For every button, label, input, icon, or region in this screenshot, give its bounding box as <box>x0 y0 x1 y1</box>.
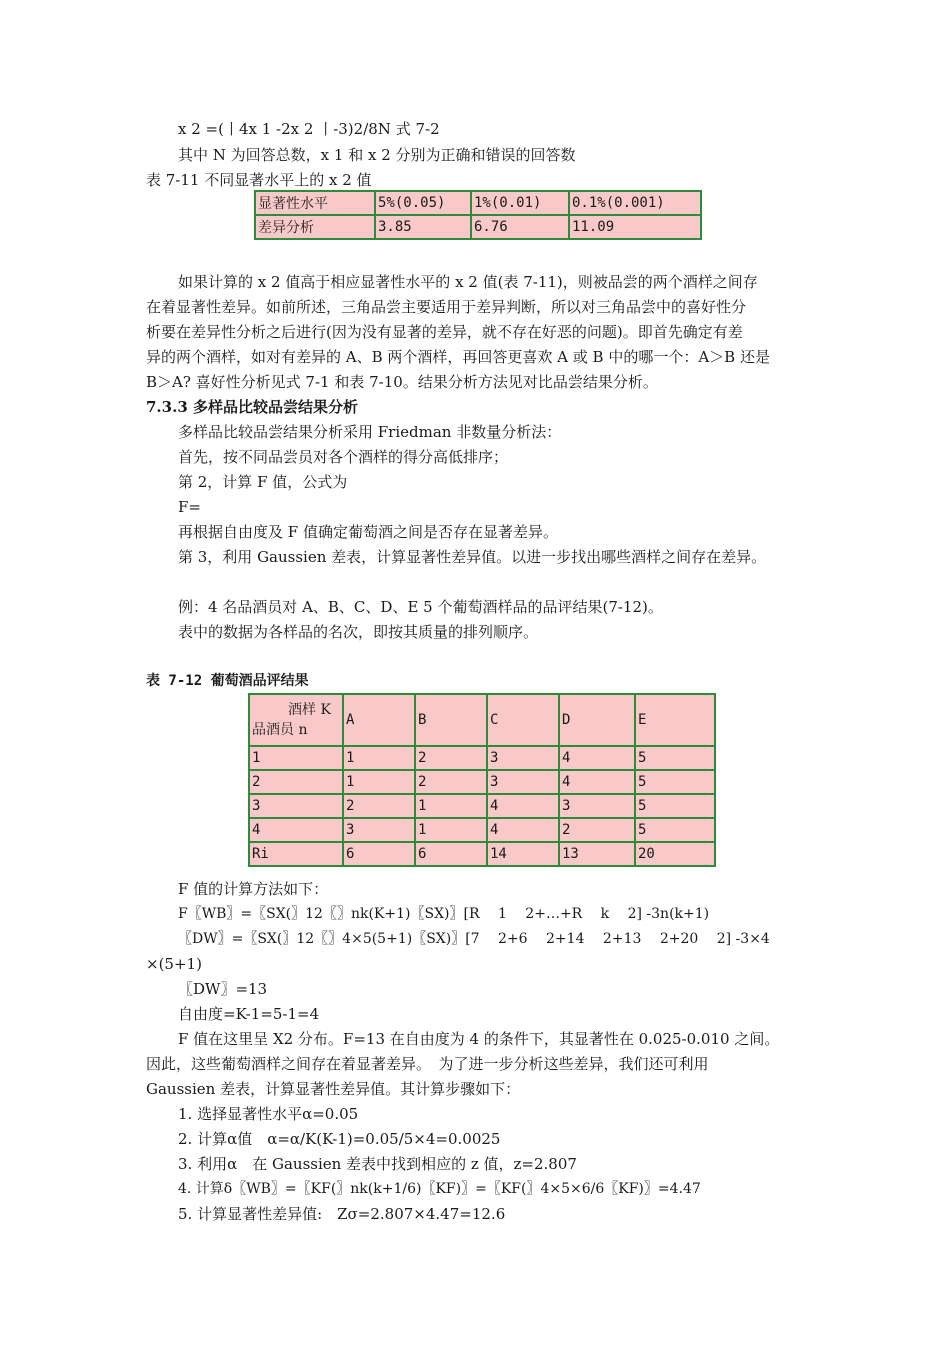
formula-line: 〖DW〗=〖SX(〗12〖〗4×5(5+1)〖SX)〗[7 2+6 2+14 2+13 2+20 2] -3×4 <box>178 931 770 947</box>
paragraph-line: 异的两个酒样，如对有差异的 A、B 两个酒样，再回答更喜欢 A 或 B 中的哪一个：A＞B 还是 <box>146 348 770 366</box>
paragraph-line: 析要在差异性分析之后进行(因为没有显著的差异，就不存在好恶的问题)。即首先确定有差 <box>146 323 743 341</box>
table-7-11-caption: 表 7-11 不同显著水平上的 x 2 值 <box>146 171 372 189</box>
paragraph-line: 再根据自由度及 F 值确定葡萄酒之间是否存在显著差异。 <box>178 523 558 541</box>
table-cell: 4 <box>487 818 559 842</box>
table-cell: 6.76 <box>471 215 569 239</box>
step-item: 1. 选择显著性水平α=0.05 <box>178 1105 359 1123</box>
section-heading-7-3-3: 7.3.3 多样品比较品尝结果分析 <box>146 398 358 416</box>
table-cell: 3 <box>487 770 559 794</box>
table-header-row <box>249 694 715 746</box>
table-cell: 4 <box>559 746 635 770</box>
table-cell: 5 <box>635 818 715 842</box>
table-cell: 5 <box>635 770 715 794</box>
table-cell: 显著性水平 <box>255 191 375 215</box>
step-item: 4. 计算δ〖WB〗=〖KF(〗nk(k+1/6)〖KF)〗=〖KF(〗4×5×6/6〖KF)〗=4.47 <box>178 1181 701 1197</box>
table-cell: 4 <box>559 770 635 794</box>
table-cell: 14 <box>487 842 559 866</box>
table-cell: 2 <box>249 770 343 794</box>
formula-line: F〖WB〗=〖SX(〗12〖〗nk(K+1)〖SX)〗[R 1 2+…+R k 2] -3n(k+1) <box>178 906 710 922</box>
step-item: 5. 计算显著性差异值: Zσ=2.807×4.47=12.6 <box>178 1205 506 1223</box>
table-header-cell <box>249 694 343 746</box>
formula-line: 自由度=K-1=5-1=4 <box>178 1005 320 1023</box>
table-header-cell: D <box>559 694 635 746</box>
table-cell: 1 <box>343 770 415 794</box>
table-row <box>255 191 701 215</box>
paragraph-line: 在着显著性差异。如前所述，三角品尝主要适用于差异判断，所以对三角品尝中的喜好性分 <box>146 298 747 316</box>
table-cell: 6 <box>343 842 415 866</box>
table-row <box>249 770 715 794</box>
table-cell: 3 <box>559 794 635 818</box>
table-cell: 1 <box>415 818 487 842</box>
table-row <box>255 215 701 239</box>
paragraph-line: 第 3，利用 Gaussien 差表，计算显著性差异值。以进一步找出哪些酒样之间存在差异。 <box>178 548 767 566</box>
table-7-11 <box>254 190 702 240</box>
table-cell: 差异分析 <box>255 215 375 239</box>
table-cell: 5 <box>635 794 715 818</box>
table-row <box>249 794 715 818</box>
table-cell: 11.09 <box>569 215 701 239</box>
paragraph-line: 因此，这些葡萄酒样之间存在着显著差异。 为了进一步分析这些差异，我们还可利用 <box>146 1055 709 1073</box>
header-taster-label: 品酒员 n <box>252 722 308 738</box>
table-header-cell: E <box>635 694 715 746</box>
table-cell: 20 <box>635 842 715 866</box>
table-cell: 4 <box>249 818 343 842</box>
table-cell: 2 <box>415 770 487 794</box>
table-header-cell: A <box>343 694 415 746</box>
table-cell: 1 <box>343 746 415 770</box>
paragraph-line: 表中的数据为各样品的名次，即按其质量的排列顺序。 <box>178 623 539 641</box>
paragraph-line: 多样品比较品尝结果分析采用 Friedman 非数量分析法： <box>178 423 562 441</box>
formula-line: ×(5+1) <box>146 955 202 973</box>
table-cell: 1%(0.01) <box>471 191 569 215</box>
formula-7-2: x 2 =(丨4x 1 -2x 2 丨-3)2/8N 式 7-2 <box>178 120 440 138</box>
table-7-12-caption: 表 7-12 葡萄酒品评结果 <box>146 673 309 689</box>
paragraph-line: 例：4 名品酒员对 A、B、C、D、E 5 个葡萄酒样品的品评结果(7-12)。 <box>178 598 663 616</box>
table-header-cell: C <box>487 694 559 746</box>
table-header-cell: B <box>415 694 487 746</box>
formula-f: F= <box>178 498 201 516</box>
table-cell: 3 <box>343 818 415 842</box>
table-cell: 3 <box>249 794 343 818</box>
header-sample-label: 酒样 K <box>288 702 331 718</box>
table-cell: 1 <box>249 746 343 770</box>
paragraph-line: 如果计算的 x 2 值高于相应显著性水平的 x 2 值(表 7-11)，则被品尝的两个酒样之间存 <box>178 273 758 291</box>
table-cell: 3.85 <box>375 215 471 239</box>
table-7-12 <box>248 693 716 867</box>
table-cell: 0.1%(0.001) <box>569 191 701 215</box>
table-cell: 2 <box>343 794 415 818</box>
step-item: 3. 利用α 在 Gaussien 差表中找到相应的 z 值，z=2.807 <box>178 1155 577 1173</box>
table-cell: 13 <box>559 842 635 866</box>
step-item: 2. 计算α值 α=α/K(K-1)=0.05/5×4=0.0025 <box>178 1130 501 1148</box>
table-cell: Ri <box>249 842 343 866</box>
formula-line: 〖DW〗=13 <box>178 980 268 998</box>
table-row <box>249 746 715 770</box>
table-cell: 2 <box>559 818 635 842</box>
formula-explanation: 其中 N 为回答总数，x 1 和 x 2 分别为正确和错误的回答数 <box>178 146 576 164</box>
table-cell: 3 <box>487 746 559 770</box>
table-row <box>249 818 715 842</box>
table-cell: 4 <box>487 794 559 818</box>
table-cell: 1 <box>415 794 487 818</box>
paragraph-line: 第 2，计算 F 值，公式为 <box>178 473 348 491</box>
paragraph-line: 首先，按不同品尝员对各个酒样的得分高低排序； <box>178 448 509 466</box>
paragraph-line: F 值在这里呈 X2 分布。F=13 在自由度为 4 的条件下，其显著性在 0.025-0.010 之间。 <box>178 1030 780 1048</box>
table-cell: 5 <box>635 746 715 770</box>
table-cell: 5%(0.05) <box>375 191 471 215</box>
paragraph-line: Gaussien 差表，计算显著性差异值。其计算步骤如下： <box>146 1080 521 1098</box>
table-cell: 6 <box>415 842 487 866</box>
table-row <box>249 842 715 866</box>
table-cell: 2 <box>415 746 487 770</box>
paragraph-line: F 值的计算方法如下： <box>178 880 329 898</box>
paragraph-line: B＞A? 喜好性分析见式 7-1 和表 7-10。结果分析方法见对比品尝结果分析。 <box>146 373 658 391</box>
